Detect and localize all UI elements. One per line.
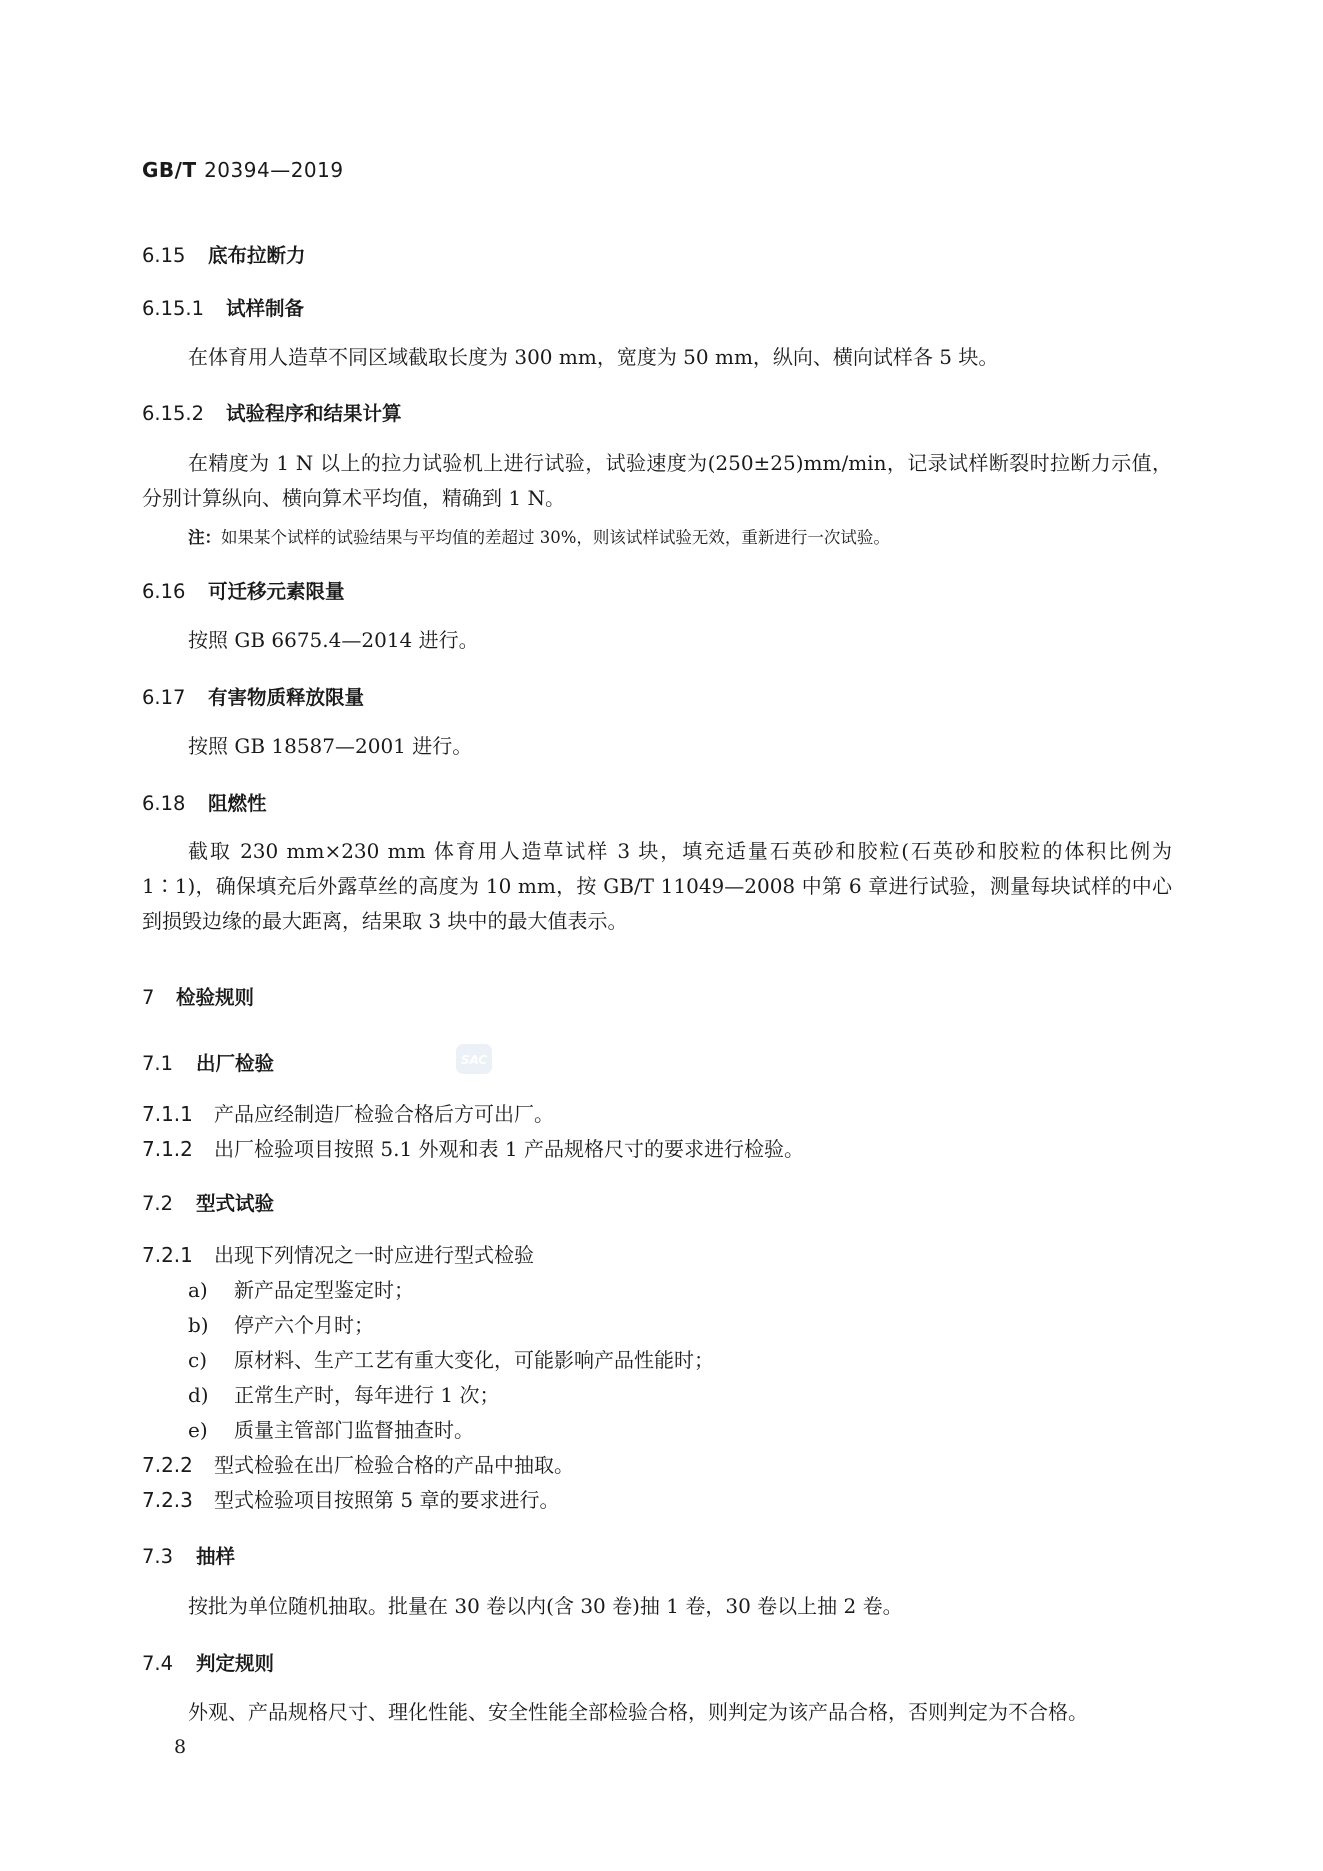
standard-code-number: 20394—2019 xyxy=(204,158,344,182)
paragraph-7-4: 外观、产品规格尺寸、理化性能、安全性能全部检验合格，则判定为该产品合格，否则判定为不合格。 xyxy=(188,1700,1088,1724)
section-heading-6-17: 6.17 有害物质释放限量 xyxy=(142,686,365,709)
page-number: 8 xyxy=(174,1736,187,1758)
note-text: 如果某个试样的试验结果与平均值的差超过 30%，则该试样试验无效，重新进行一次试验。 xyxy=(221,528,890,547)
chapter-heading-7: 7 检验规则 xyxy=(142,986,255,1009)
paragraph-6-17: 按照 GB 18587—2001 进行。 xyxy=(188,734,473,758)
section-heading-7-1: 7.1 出厂检验 xyxy=(142,1052,275,1075)
standard-code xyxy=(142,158,344,182)
paragraph-6-16: 按照 GB 6675.4—2014 进行。 xyxy=(188,628,479,652)
clause-7-1-1: 7.1.1 产品应经制造厂检验合格后方可出厂。 xyxy=(142,1102,554,1126)
list-item: c) 原材料、生产工艺有重大变化，可能影响产品性能时； xyxy=(188,1348,714,1372)
section-heading-7-3: 7.3 抽样 xyxy=(142,1545,236,1568)
section-heading-7-4: 7.4 判定规则 xyxy=(142,1652,275,1675)
section-heading-6-16: 6.16 可迁移元素限量 xyxy=(142,580,345,603)
paragraph-6-15-2: 在精度为 1 N 以上的拉力试验机上进行试验，试验速度为(250±25)mm/min，记录试样断裂时拉断力示值，分别计算纵向、横向算术平均值，精确到 1 N。 xyxy=(142,451,1172,510)
standard-code-prefix: GB/T xyxy=(142,158,197,182)
paragraph-6-18: 截取 230 mm×230 mm 体育用人造草试样 3 块，填充适量石英砂和胶粒(石英砂和胶粒的体积比例为 1∶1)，确保填充后外露草丝的高度为 10 mm，按 GB/T 11049—2008 中第 6 章进行试验，测量每块试样的中心到损毁边缘的最大距离，结果取 3 块中的最大值表示。 xyxy=(142,839,1172,933)
note-label: 注： xyxy=(188,528,221,547)
sac-watermark-icon xyxy=(455,1043,493,1075)
note-6-15-2 xyxy=(188,524,890,548)
list-item: a) 新产品定型鉴定时； xyxy=(188,1278,414,1302)
section-heading-6-18: 6.18 阻燃性 xyxy=(142,792,267,815)
section-heading-6-15: 6.15 底布拉断力 xyxy=(142,244,306,267)
list-item: e) 质量主管部门监督抽查时。 xyxy=(188,1418,474,1442)
list-item: b) 停产六个月时； xyxy=(188,1313,374,1337)
paragraph-6-15-1: 在体育用人造草不同区域截取长度为 300 mm，宽度为 50 mm，纵向、横向试样各 5 块。 xyxy=(188,345,999,369)
clause-7-2-3: 7.2.3 型式检验项目按照第 5 章的要求进行。 xyxy=(142,1488,560,1512)
clause-7-2-2: 7.2.2 型式检验在出厂检验合格的产品中抽取。 xyxy=(142,1453,574,1477)
watermark-text: SAC xyxy=(460,1053,488,1067)
list-item: d) 正常生产时，每年进行 1 次； xyxy=(188,1383,500,1407)
section-heading-6-15-2: 6.15.2 试验程序和结果计算 xyxy=(142,402,402,425)
paragraph-7-3: 按批为单位随机抽取。批量在 30 卷以内(含 30 卷)抽 1 卷，30 卷以上抽 2 卷。 xyxy=(188,1594,903,1618)
section-heading-6-15-1: 6.15.1 试样制备 xyxy=(142,297,305,320)
clause-7-2-1: 7.2.1 出现下列情况之一时应进行型式检验 xyxy=(142,1243,534,1267)
clause-7-1-2: 7.1.2 出厂检验项目按照 5.1 外观和表 1 产品规格尺寸的要求进行检验。 xyxy=(142,1137,804,1161)
section-heading-7-2: 7.2 型式试验 xyxy=(142,1192,275,1215)
